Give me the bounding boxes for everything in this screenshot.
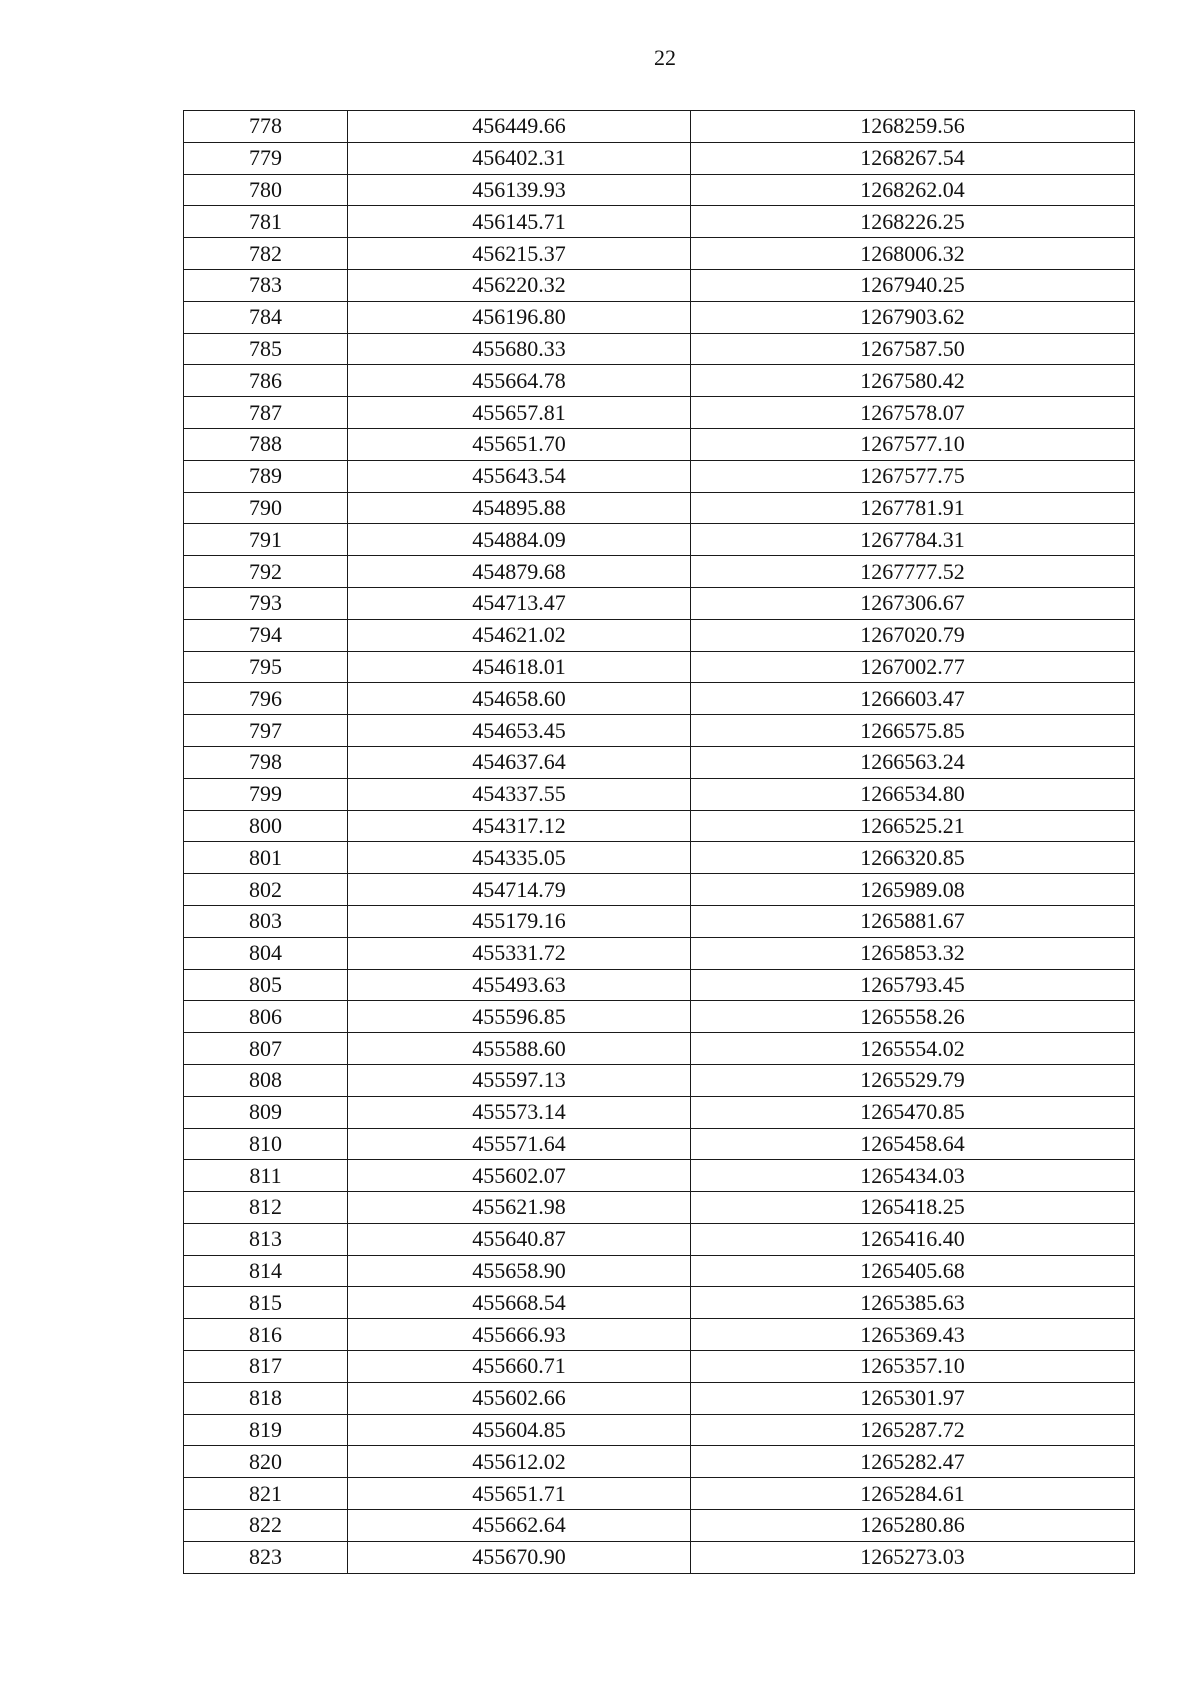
y-coordinate-cell: 1265470.85 — [691, 1096, 1135, 1128]
table-row — [184, 810, 1135, 842]
y-coordinate-cell: 1265287.72 — [691, 1414, 1135, 1446]
point-number-cell: 823 — [184, 1541, 348, 1573]
x-coordinate-cell: 455670.90 — [348, 1541, 691, 1573]
table-row — [184, 397, 1135, 429]
point-number-cell: 804 — [184, 937, 348, 969]
x-coordinate-cell: 455597.13 — [348, 1064, 691, 1096]
table-row — [184, 778, 1135, 810]
table-row — [184, 524, 1135, 556]
table-row — [184, 1255, 1135, 1287]
point-number-cell: 807 — [184, 1033, 348, 1065]
y-coordinate-cell: 1265284.61 — [691, 1478, 1135, 1510]
x-coordinate-cell: 454653.45 — [348, 715, 691, 747]
point-number-cell: 811 — [184, 1160, 348, 1192]
point-number-cell: 790 — [184, 492, 348, 524]
y-coordinate-cell: 1266563.24 — [691, 746, 1135, 778]
x-coordinate-cell: 455331.72 — [348, 937, 691, 969]
point-number-cell: 806 — [184, 1001, 348, 1033]
point-number-cell: 816 — [184, 1319, 348, 1351]
point-number-cell: 808 — [184, 1064, 348, 1096]
x-coordinate-cell: 456449.66 — [348, 111, 691, 143]
table-row — [184, 1064, 1135, 1096]
y-coordinate-cell: 1267002.77 — [691, 651, 1135, 683]
y-coordinate-cell: 1266534.80 — [691, 778, 1135, 810]
point-number-cell: 785 — [184, 333, 348, 365]
y-coordinate-cell: 1265369.43 — [691, 1319, 1135, 1351]
table-row — [184, 587, 1135, 619]
table-row — [184, 1160, 1135, 1192]
point-number-cell: 798 — [184, 746, 348, 778]
x-coordinate-cell: 454618.01 — [348, 651, 691, 683]
y-coordinate-cell: 1265357.10 — [691, 1351, 1135, 1383]
point-number-cell: 793 — [184, 587, 348, 619]
table-row — [184, 1478, 1135, 1510]
point-number-cell: 786 — [184, 365, 348, 397]
x-coordinate-cell: 455596.85 — [348, 1001, 691, 1033]
point-number-cell: 795 — [184, 651, 348, 683]
point-number-cell: 778 — [184, 111, 348, 143]
table-row — [184, 683, 1135, 715]
point-number-cell: 802 — [184, 874, 348, 906]
table-row — [184, 651, 1135, 683]
table-row — [184, 333, 1135, 365]
point-number-cell: 814 — [184, 1255, 348, 1287]
point-number-cell: 812 — [184, 1192, 348, 1224]
y-coordinate-cell: 1266525.21 — [691, 810, 1135, 842]
page-number: 22 — [654, 45, 676, 70]
y-coordinate-cell: 1268259.56 — [691, 111, 1135, 143]
point-number-cell: 794 — [184, 619, 348, 651]
coordinate-table — [183, 110, 1135, 1574]
point-number-cell: 801 — [184, 842, 348, 874]
x-coordinate-cell: 454713.47 — [348, 587, 691, 619]
x-coordinate-cell: 454879.68 — [348, 556, 691, 588]
x-coordinate-cell: 454658.60 — [348, 683, 691, 715]
y-coordinate-cell: 1266603.47 — [691, 683, 1135, 715]
point-number-cell: 788 — [184, 428, 348, 460]
table-row — [184, 1287, 1135, 1319]
y-coordinate-cell: 1268267.54 — [691, 142, 1135, 174]
x-coordinate-cell: 456196.80 — [348, 301, 691, 333]
point-number-cell: 805 — [184, 969, 348, 1001]
y-coordinate-cell: 1265405.68 — [691, 1255, 1135, 1287]
x-coordinate-cell: 455651.71 — [348, 1478, 691, 1510]
y-coordinate-cell: 1267903.62 — [691, 301, 1135, 333]
x-coordinate-cell: 456145.71 — [348, 206, 691, 238]
point-number-cell: 792 — [184, 556, 348, 588]
table-row — [184, 174, 1135, 206]
y-coordinate-cell: 1265434.03 — [691, 1160, 1135, 1192]
table-row — [184, 492, 1135, 524]
y-coordinate-cell: 1267577.75 — [691, 460, 1135, 492]
x-coordinate-cell: 455658.90 — [348, 1255, 691, 1287]
table-row — [184, 1319, 1135, 1351]
table-row — [184, 937, 1135, 969]
point-number-cell: 779 — [184, 142, 348, 174]
point-number-cell: 810 — [184, 1128, 348, 1160]
point-number-cell: 783 — [184, 269, 348, 301]
x-coordinate-cell: 455493.63 — [348, 969, 691, 1001]
y-coordinate-cell: 1267578.07 — [691, 397, 1135, 429]
point-number-cell: 789 — [184, 460, 348, 492]
y-coordinate-cell: 1267587.50 — [691, 333, 1135, 365]
x-coordinate-cell: 454337.55 — [348, 778, 691, 810]
point-number-cell: 803 — [184, 905, 348, 937]
point-number-cell: 791 — [184, 524, 348, 556]
y-coordinate-cell: 1268226.25 — [691, 206, 1135, 238]
point-number-cell: 813 — [184, 1223, 348, 1255]
table-row — [184, 1510, 1135, 1542]
x-coordinate-cell: 455668.54 — [348, 1287, 691, 1319]
table-row — [184, 842, 1135, 874]
x-coordinate-cell: 455621.98 — [348, 1192, 691, 1224]
table-row — [184, 1192, 1135, 1224]
table-row — [184, 206, 1135, 238]
y-coordinate-cell: 1267306.67 — [691, 587, 1135, 619]
x-coordinate-cell: 455571.64 — [348, 1128, 691, 1160]
table-row — [184, 428, 1135, 460]
y-coordinate-cell: 1265853.32 — [691, 937, 1135, 969]
x-coordinate-cell: 454637.64 — [348, 746, 691, 778]
x-coordinate-cell: 455588.60 — [348, 1033, 691, 1065]
y-coordinate-cell: 1265529.79 — [691, 1064, 1135, 1096]
x-coordinate-cell: 455612.02 — [348, 1446, 691, 1478]
point-number-cell: 784 — [184, 301, 348, 333]
x-coordinate-cell: 455664.78 — [348, 365, 691, 397]
x-coordinate-cell: 456220.32 — [348, 269, 691, 301]
x-coordinate-cell: 454317.12 — [348, 810, 691, 842]
x-coordinate-cell: 455602.07 — [348, 1160, 691, 1192]
y-coordinate-cell: 1265793.45 — [691, 969, 1135, 1001]
point-number-cell: 796 — [184, 683, 348, 715]
table-row — [184, 1446, 1135, 1478]
table-row — [184, 1001, 1135, 1033]
point-number-cell: 780 — [184, 174, 348, 206]
y-coordinate-cell: 1265416.40 — [691, 1223, 1135, 1255]
y-coordinate-cell: 1267777.52 — [691, 556, 1135, 588]
table-row — [184, 301, 1135, 333]
point-number-cell: 822 — [184, 1510, 348, 1542]
table-row — [184, 111, 1135, 143]
table-row — [184, 1223, 1135, 1255]
x-coordinate-cell: 455666.93 — [348, 1319, 691, 1351]
x-coordinate-cell: 455680.33 — [348, 333, 691, 365]
point-number-cell: 799 — [184, 778, 348, 810]
table-row — [184, 715, 1135, 747]
x-coordinate-cell: 455651.70 — [348, 428, 691, 460]
table-row — [184, 619, 1135, 651]
table-row — [184, 142, 1135, 174]
y-coordinate-cell: 1267577.10 — [691, 428, 1135, 460]
table-row — [184, 1033, 1135, 1065]
table-row — [184, 365, 1135, 397]
y-coordinate-cell: 1267020.79 — [691, 619, 1135, 651]
table-row — [184, 460, 1135, 492]
x-coordinate-cell: 455604.85 — [348, 1414, 691, 1446]
y-coordinate-cell: 1267580.42 — [691, 365, 1135, 397]
table-row — [184, 1096, 1135, 1128]
x-coordinate-cell: 455179.16 — [348, 905, 691, 937]
table-row — [184, 556, 1135, 588]
table-row — [184, 1382, 1135, 1414]
y-coordinate-cell: 1268262.04 — [691, 174, 1135, 206]
point-number-cell: 782 — [184, 238, 348, 270]
point-number-cell: 809 — [184, 1096, 348, 1128]
point-number-cell: 818 — [184, 1382, 348, 1414]
point-number-cell: 787 — [184, 397, 348, 429]
point-number-cell: 820 — [184, 1446, 348, 1478]
x-coordinate-cell: 454714.79 — [348, 874, 691, 906]
table-row — [184, 905, 1135, 937]
y-coordinate-cell: 1265554.02 — [691, 1033, 1135, 1065]
y-coordinate-cell: 1265558.26 — [691, 1001, 1135, 1033]
y-coordinate-cell: 1265385.63 — [691, 1287, 1135, 1319]
point-number-cell: 797 — [184, 715, 348, 747]
x-coordinate-cell: 454335.05 — [348, 842, 691, 874]
table-row — [184, 238, 1135, 270]
y-coordinate-cell: 1265280.86 — [691, 1510, 1135, 1542]
x-coordinate-cell: 455662.64 — [348, 1510, 691, 1542]
y-coordinate-cell: 1266575.85 — [691, 715, 1135, 747]
coordinate-table-body — [184, 111, 1135, 1574]
y-coordinate-cell: 1265273.03 — [691, 1541, 1135, 1573]
y-coordinate-cell: 1265458.64 — [691, 1128, 1135, 1160]
point-number-cell: 821 — [184, 1478, 348, 1510]
table-row — [184, 1541, 1135, 1573]
y-coordinate-cell: 1266320.85 — [691, 842, 1135, 874]
x-coordinate-cell: 455660.71 — [348, 1351, 691, 1383]
point-number-cell: 815 — [184, 1287, 348, 1319]
y-coordinate-cell: 1267781.91 — [691, 492, 1135, 524]
table-row — [184, 746, 1135, 778]
table-row — [184, 1128, 1135, 1160]
y-coordinate-cell: 1265282.47 — [691, 1446, 1135, 1478]
table-row — [184, 1351, 1135, 1383]
x-coordinate-cell: 454895.88 — [348, 492, 691, 524]
table-row — [184, 269, 1135, 301]
point-number-cell: 800 — [184, 810, 348, 842]
y-coordinate-cell: 1267940.25 — [691, 269, 1135, 301]
x-coordinate-cell: 455573.14 — [348, 1096, 691, 1128]
point-number-cell: 819 — [184, 1414, 348, 1446]
y-coordinate-cell: 1268006.32 — [691, 238, 1135, 270]
y-coordinate-cell: 1265989.08 — [691, 874, 1135, 906]
x-coordinate-cell: 455643.54 — [348, 460, 691, 492]
x-coordinate-cell: 455657.81 — [348, 397, 691, 429]
x-coordinate-cell: 454884.09 — [348, 524, 691, 556]
y-coordinate-cell: 1265418.25 — [691, 1192, 1135, 1224]
point-number-cell: 781 — [184, 206, 348, 238]
x-coordinate-cell: 456402.31 — [348, 142, 691, 174]
table-row — [184, 1414, 1135, 1446]
point-number-cell: 817 — [184, 1351, 348, 1383]
y-coordinate-cell: 1267784.31 — [691, 524, 1135, 556]
x-coordinate-cell: 455602.66 — [348, 1382, 691, 1414]
x-coordinate-cell: 456139.93 — [348, 174, 691, 206]
table-row — [184, 874, 1135, 906]
y-coordinate-cell: 1265881.67 — [691, 905, 1135, 937]
x-coordinate-cell: 456215.37 — [348, 238, 691, 270]
x-coordinate-cell: 454621.02 — [348, 619, 691, 651]
x-coordinate-cell: 455640.87 — [348, 1223, 691, 1255]
y-coordinate-cell: 1265301.97 — [691, 1382, 1135, 1414]
table-row — [184, 969, 1135, 1001]
